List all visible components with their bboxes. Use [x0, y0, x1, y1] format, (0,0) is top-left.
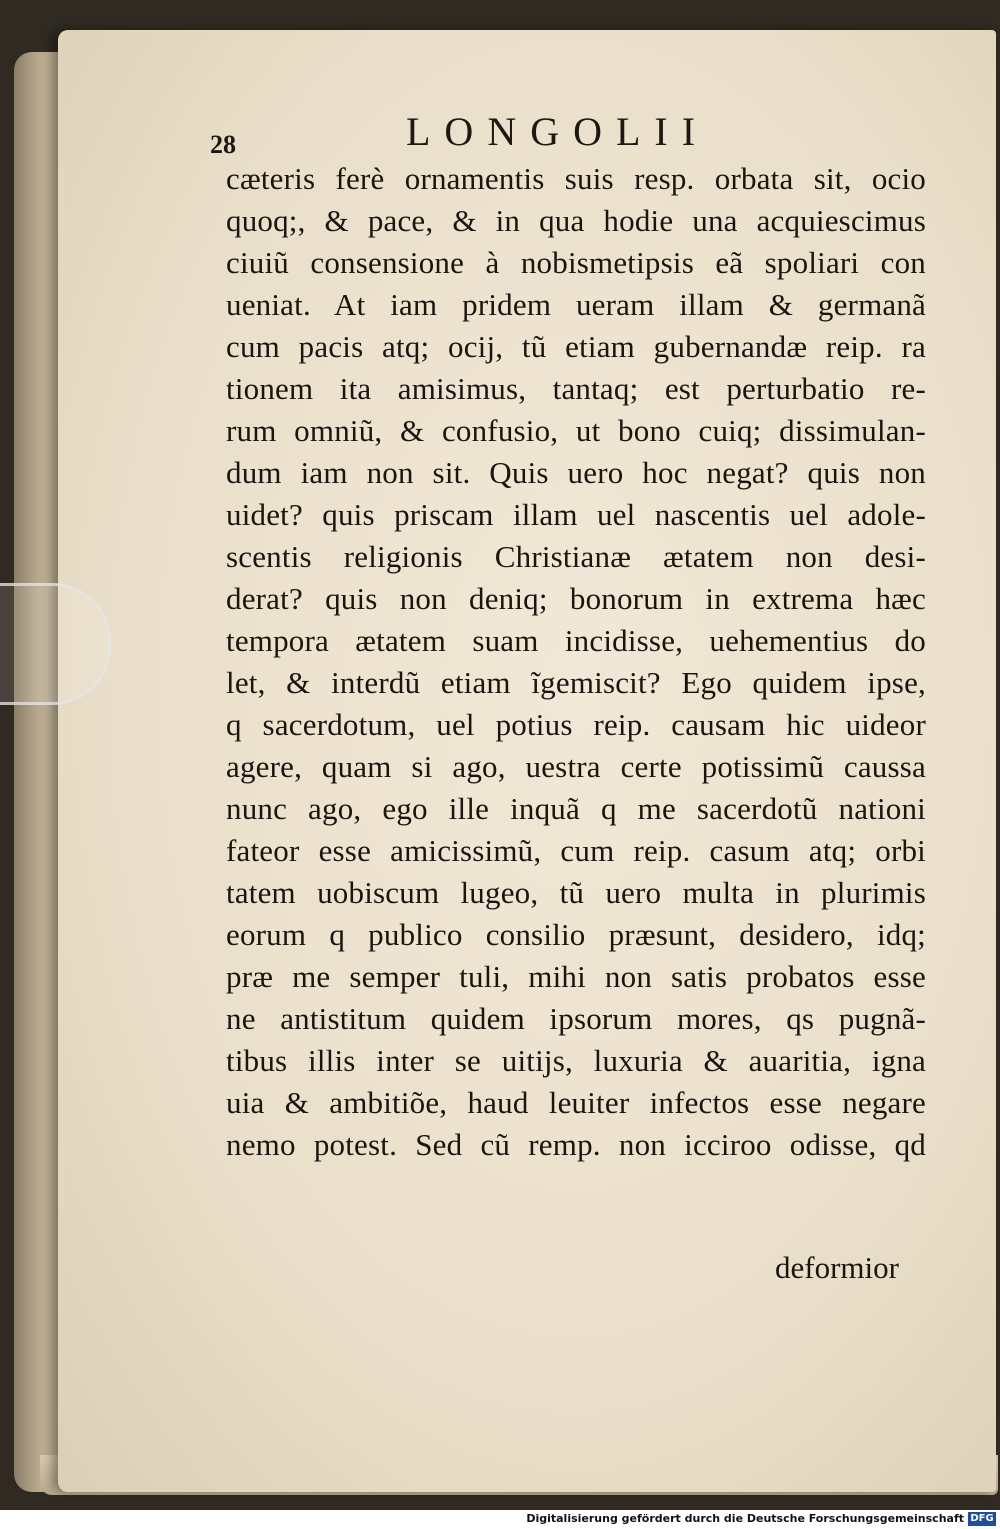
- text-line: nunc ago, ego ille inquã q me sacerdotũ nationi: [226, 791, 926, 826]
- text-line: derat? quis non deniq; bonorum in extrema hæc: [226, 581, 926, 616]
- text-line: tempora ætatem suam incidisse, uehementius do: [226, 623, 926, 658]
- text-line: cum pacis atq; ocij, tũ etiam gubernandæ reip. ra: [226, 329, 926, 364]
- funding-credit: Digitalisierung gefördert durch die Deutsche Forschungsgemeinschaft: [526, 1512, 964, 1525]
- page-number: 28: [210, 130, 236, 159]
- body-text: [226, 158, 926, 1166]
- text-line: q sacerdotum, uel potius reip. causam hic uideor: [226, 707, 926, 742]
- catchword: deformior: [775, 1250, 899, 1285]
- text-line: agere, quam si ago, uestra certe potissimũ caussa: [226, 749, 926, 784]
- text-line: ueniat. At iam pridem ueram illam & germanã: [226, 287, 926, 322]
- text-line: fateor esse amicissimũ, cum reip. casum atq; orbi: [226, 833, 926, 868]
- text-line: rum omniũ, & confusio, ut bono cuiq; dissimulan-: [226, 413, 926, 448]
- text-line: eorum q publico consilio præsunt, desidero, idq;: [226, 917, 926, 952]
- text-line: tatem uobiscum lugeo, tũ uero multa in plurimis: [226, 875, 926, 910]
- book-clip: [0, 583, 111, 705]
- text-line: ciuiũ consensione à nobismetipsis eã spoliari con: [226, 245, 926, 280]
- text-line: uia & ambitiõe, haud leuiter infectos esse negare: [226, 1085, 926, 1120]
- text-line: nemo potest. Sed cũ remp. non icciroo odisse, qd: [226, 1127, 926, 1162]
- text-line: præ me semper tuli, mihi non satis probatos esse: [226, 959, 926, 994]
- text-line: tionem ita amisimus, tantaq; est perturbatio re-: [226, 371, 926, 406]
- text-line: quoq;, & pace, & in qua hodie una acquiescimus: [226, 203, 926, 238]
- text-line: tibus illis inter se uitijs, luxuria & auaritia, igna: [226, 1043, 926, 1078]
- text-line: let, & interdũ etiam ĩgemiscit? Ego quidem ipse,: [226, 665, 926, 700]
- text-line: cæteris ferè ornamentis suis resp. orbata sit, ocio: [226, 161, 926, 196]
- text-line: dum iam non sit. Quis uero hoc negat? quis non: [226, 455, 926, 490]
- text-line: uidet? quis priscam illam uel nascentis uel adole-: [226, 497, 926, 532]
- text-line: ne antistitum quidem ipsorum mores, qs pugnã-: [226, 1001, 926, 1036]
- running-title: LONGOLII: [406, 109, 710, 154]
- text-line: scentis religionis Christianæ ætatem non desi-: [226, 539, 926, 574]
- dfg-logo-icon: DFG: [968, 1512, 996, 1526]
- page-header: [210, 108, 930, 158]
